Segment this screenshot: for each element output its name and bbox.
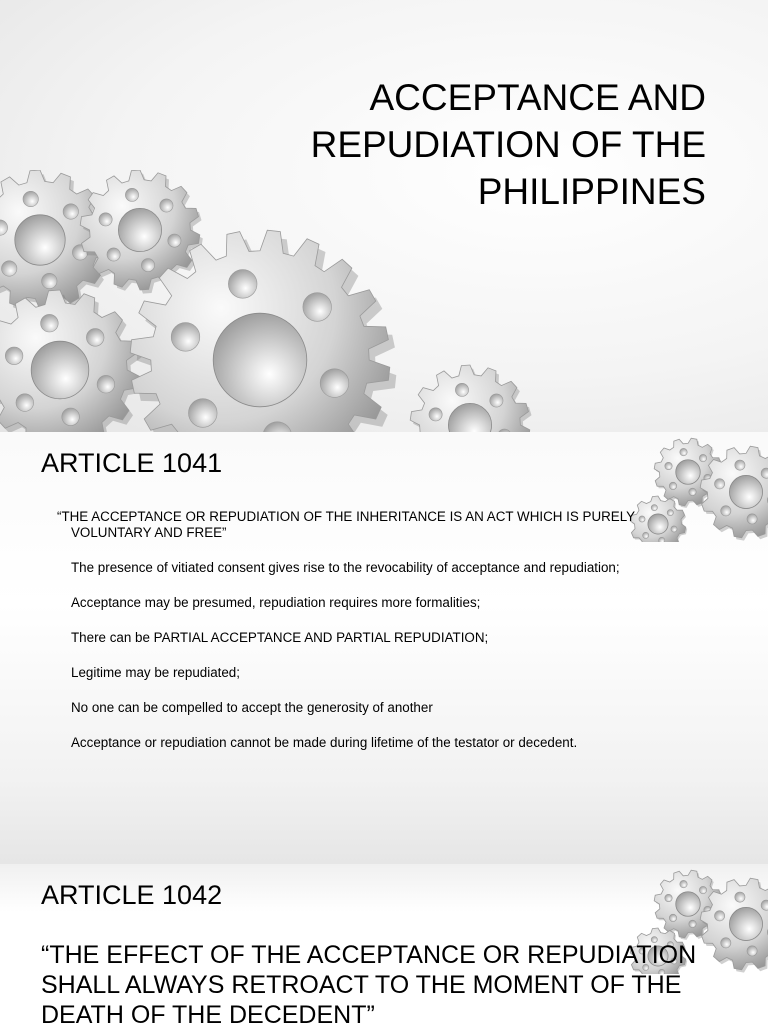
article-quote [41, 940, 741, 1024]
list-item: Legitime may be repudiated; [71, 665, 240, 680]
quote-line: “THE ACCEPTANCE OR REPUDIATION OF THE INHERITANCE IS AN ACT WHICH IS PURELY [57, 509, 636, 524]
article-1042-slide [0, 864, 768, 1024]
gear-icon [410, 365, 533, 432]
list-item: The presence of vitiated consent gives rise to the revocability of acceptance and repudiation; [71, 560, 620, 575]
gear-icon [0, 290, 144, 432]
title-line: PHILIPPINES [477, 171, 706, 212]
article-quote [57, 509, 711, 541]
title-line: ACCEPTANCE AND [369, 77, 706, 118]
article-heading: ARTICLE 1041 [41, 448, 223, 478]
quote-line: “THE EFFECT OF THE ACCEPTANCE OR REPUDIATION [41, 941, 697, 969]
title-slide [0, 0, 768, 432]
list-item: Acceptance or repudiation cannot be made during lifetime of the testator or decedent. [71, 735, 578, 750]
quote-line: VOLUNTARY AND FREE” [71, 525, 227, 540]
article-points [71, 560, 620, 770]
title-line: REPUDIATION OF THE [310, 124, 706, 165]
article-heading: ARTICLE 1042 [41, 880, 223, 910]
list-item: No one can be compelled to accept the generosity of another [71, 700, 433, 715]
list-item: There can be PARTIAL ACCEPTANCE AND PARTIAL REPUDIATION; [71, 630, 489, 645]
quote-line: DEATH OF THE DECEDENT” [41, 1001, 375, 1024]
slide-title [186, 74, 706, 215]
quote-line: SHALL ALWAYS RETROACT TO THE MOMENT OF THE [41, 971, 682, 999]
article-1041-slide [0, 432, 768, 864]
list-item: Acceptance may be presumed, repudiation requires more formalities; [71, 595, 481, 610]
